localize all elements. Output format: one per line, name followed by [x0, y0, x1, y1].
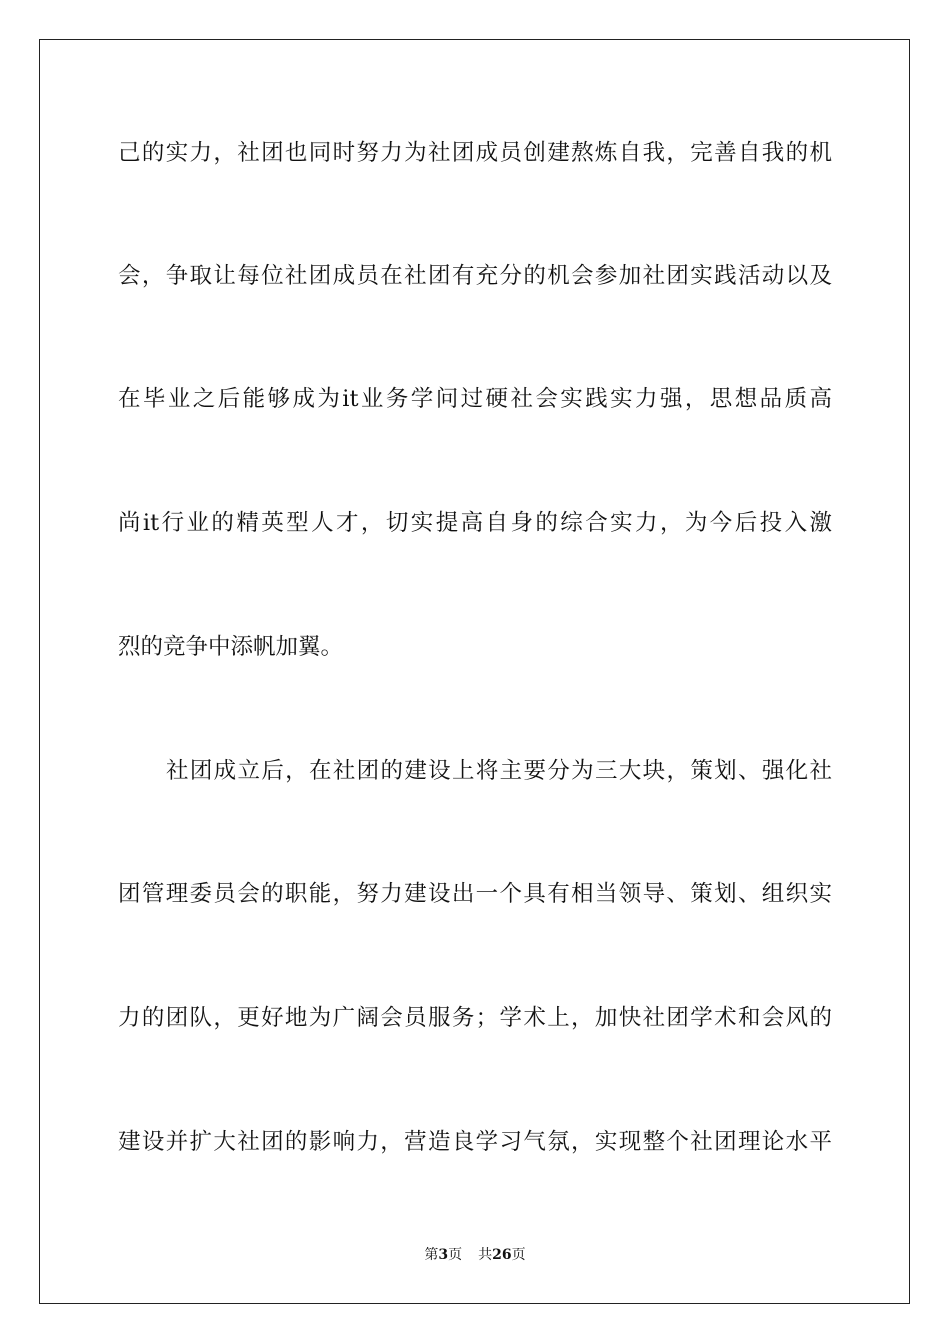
body-text-line: 会，争取让每位社团成员在社团有充分的机会参加社团实践活动以及 — [118, 263, 832, 289]
body-text-line: 力的团队，更好地为广阔会员服务；学术上，加快社团学术和会风的 — [118, 1005, 832, 1031]
body-text-line: 建设并扩大社团的影响力，营造良学习气氛，实现整个社团理论水平 — [118, 1129, 832, 1155]
page-footer — [0, 1246, 950, 1264]
total-suffix: 页 — [511, 1247, 526, 1263]
body-text-line: 己的实力，社团也同时努力为社团成员创建熬炼自我，完善自我的机 — [118, 140, 832, 166]
total-prefix: 共 — [478, 1247, 493, 1263]
body-text-line: 团管理委员会的职能，努力建设出一个具有相当领导、策划、组织实 — [118, 881, 832, 907]
page-frame — [39, 39, 910, 1304]
page-prefix: 第 — [424, 1247, 439, 1263]
body-text-line: 在毕业之后能够成为it业务学问过硬社会实践实力强，思想品质高 — [118, 386, 832, 412]
paragraph-first-line: 社团成立后，在社团的建设上将主要分为三大块，策划、强化社 — [166, 758, 832, 784]
body-text-line: 尚it行业的精英型人才，切实提高自身的综合实力，为今后投入激 — [118, 510, 832, 536]
body-text-line: 烈的竞争中添帆加翼。 — [118, 634, 344, 660]
total-pages-number: 26 — [492, 1247, 512, 1263]
current-page-number: 3 — [438, 1247, 449, 1263]
page-suffix: 页 — [448, 1247, 463, 1263]
